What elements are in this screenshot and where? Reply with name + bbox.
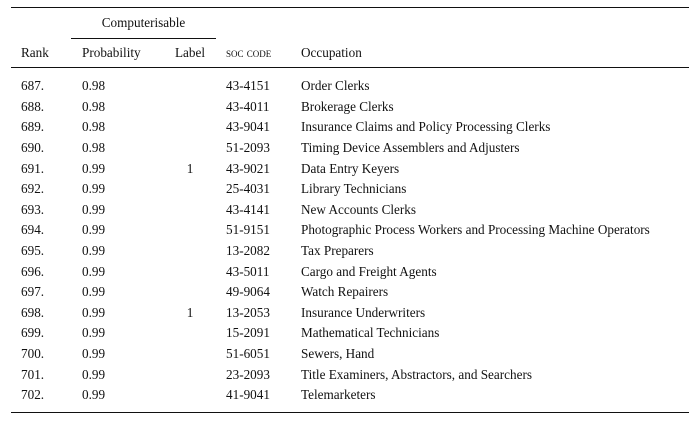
rank-cell: 701. [21, 366, 45, 382]
soc-code-cell: 43-4011 [226, 98, 270, 114]
occupation-cell: Order Clerks [301, 78, 370, 94]
soc-code-cell: 41-9041 [226, 387, 270, 403]
occupation-cell: Title Examiners, Abstractors, and Searchers [301, 366, 532, 382]
occupation-cell: Brokerage Clerks [301, 98, 394, 114]
occupation-cell: Cargo and Freight Agents [301, 263, 437, 279]
rank-cell: 687. [21, 78, 45, 94]
rank-cell: 695. [21, 243, 45, 259]
label-header: Label [174, 45, 206, 60]
rank-cell: 699. [21, 325, 45, 341]
table-row [11, 385, 689, 412]
probability-cell: 0.99 [82, 284, 106, 300]
table-row [11, 68, 689, 97]
probability-cell: 0.99 [82, 222, 106, 238]
table-row [11, 241, 689, 262]
soc-code-cell: 43-9041 [226, 119, 270, 135]
rank-cell: 694. [21, 222, 45, 238]
occupation-cell: Library Technicians [301, 181, 407, 197]
occupation-cell: Timing Device Assemblers and Adjusters [301, 140, 520, 156]
label-cell [164, 97, 216, 118]
probability-cell: 0.99 [82, 181, 106, 197]
label-cell [164, 364, 216, 385]
table-row [11, 179, 689, 200]
probability-cell: 0.98 [82, 98, 106, 114]
soc-code-cell: 15-2091 [226, 325, 270, 341]
label-cell [164, 282, 216, 303]
occupation-cell: Mathematical Technicians [301, 325, 440, 341]
occupation-table [11, 7, 689, 413]
rank-cell: 702. [21, 387, 45, 403]
probability-cell: 0.98 [82, 119, 106, 135]
label-cell [164, 385, 216, 412]
rank-cell: 689. [21, 119, 45, 135]
table-row [11, 138, 689, 159]
soc-code-cell: 43-5011 [226, 263, 270, 279]
label-cell [164, 68, 216, 97]
soc-code-cell: 25-4031 [226, 181, 270, 197]
rank-cell: 692. [21, 181, 45, 197]
label-cell [164, 179, 216, 200]
rank-cell: 700. [21, 346, 45, 362]
probability-cell: 0.99 [82, 387, 106, 403]
label-cell: 1 [186, 160, 194, 176]
probability-cell: 0.99 [82, 346, 106, 362]
occupation-cell: Insurance Underwriters [301, 304, 426, 320]
table-container [11, 7, 689, 413]
table-row [11, 303, 689, 324]
probability-cell: 0.99 [82, 201, 106, 217]
probability-cell: 0.99 [82, 366, 106, 382]
rank-cell: 697. [21, 284, 45, 300]
occupation-cell: Sewers, Hand [301, 346, 375, 362]
soc-code-cell: 23-2093 [226, 366, 270, 382]
table-row [11, 364, 689, 385]
soc-code-cell: 51-2093 [226, 140, 270, 156]
probability-cell: 0.99 [82, 243, 106, 259]
rank-header: Rank [21, 44, 49, 60]
soc-code-cell: 43-4151 [226, 78, 270, 94]
label-cell [164, 323, 216, 344]
occupation-cell: Photographic Process Workers and Processing Machine Operators [301, 222, 650, 238]
soc-code-cell: 43-9021 [226, 160, 270, 176]
table-row [11, 282, 689, 303]
label-cell [164, 200, 216, 221]
column-header-row [11, 39, 689, 68]
occupation-cell: Data Entry Keyers [301, 160, 400, 176]
table-row [11, 158, 689, 179]
occupation-cell: Watch Repairers [301, 284, 389, 300]
group-header-spacer [11, 8, 71, 39]
label-cell [164, 261, 216, 282]
soc-code-cell: 13-2053 [226, 304, 270, 320]
rank-cell: 690. [21, 140, 45, 156]
rank-cell: 696. [21, 263, 45, 279]
label-cell [164, 138, 216, 159]
rank-cell: 693. [21, 201, 45, 217]
label-cell [164, 241, 216, 262]
probability-cell: 0.98 [82, 140, 106, 156]
label-cell: 1 [186, 304, 194, 320]
group-header-row [11, 8, 689, 39]
group-header-spacer [216, 8, 301, 39]
probability-cell: 0.99 [82, 160, 106, 176]
soc-code-cell: 51-6051 [226, 346, 270, 362]
probability-cell: 0.98 [82, 78, 106, 94]
label-cell [164, 220, 216, 241]
soc-code-cell: 13-2082 [226, 243, 270, 259]
soc-code-cell: 51-9151 [226, 222, 270, 238]
probability-header: Probability [82, 45, 141, 60]
occupation-cell: Telemarketers [301, 387, 376, 403]
rank-cell: 698. [21, 304, 45, 320]
occupation-header: Occupation [301, 44, 362, 60]
occupation-cell: New Accounts Clerks [301, 201, 417, 217]
table-row [11, 117, 689, 138]
table-row [11, 344, 689, 365]
soc-code-cell: 43-4141 [226, 201, 270, 217]
table-row [11, 97, 689, 118]
label-cell [164, 117, 216, 138]
rank-cell: 688. [21, 98, 45, 114]
group-header-spacer [301, 8, 689, 39]
table-row [11, 200, 689, 221]
rank-cell: 691. [21, 160, 45, 176]
table-row [11, 323, 689, 344]
soc-code-cell: 49-9064 [226, 284, 270, 300]
occupation-cell: Insurance Claims and Policy Processing Clerks [301, 119, 551, 135]
probability-cell: 0.99 [82, 263, 106, 279]
label-cell [164, 344, 216, 365]
occupation-cell: Tax Preparers [301, 243, 374, 259]
probability-cell: 0.99 [82, 325, 106, 341]
table-body [11, 68, 689, 413]
table-row [11, 261, 689, 282]
computerisable-group-header: Computerisable [71, 8, 216, 39]
soc-code-header: soc code [226, 44, 272, 60]
table-row [11, 220, 689, 241]
probability-cell: 0.99 [82, 304, 106, 320]
